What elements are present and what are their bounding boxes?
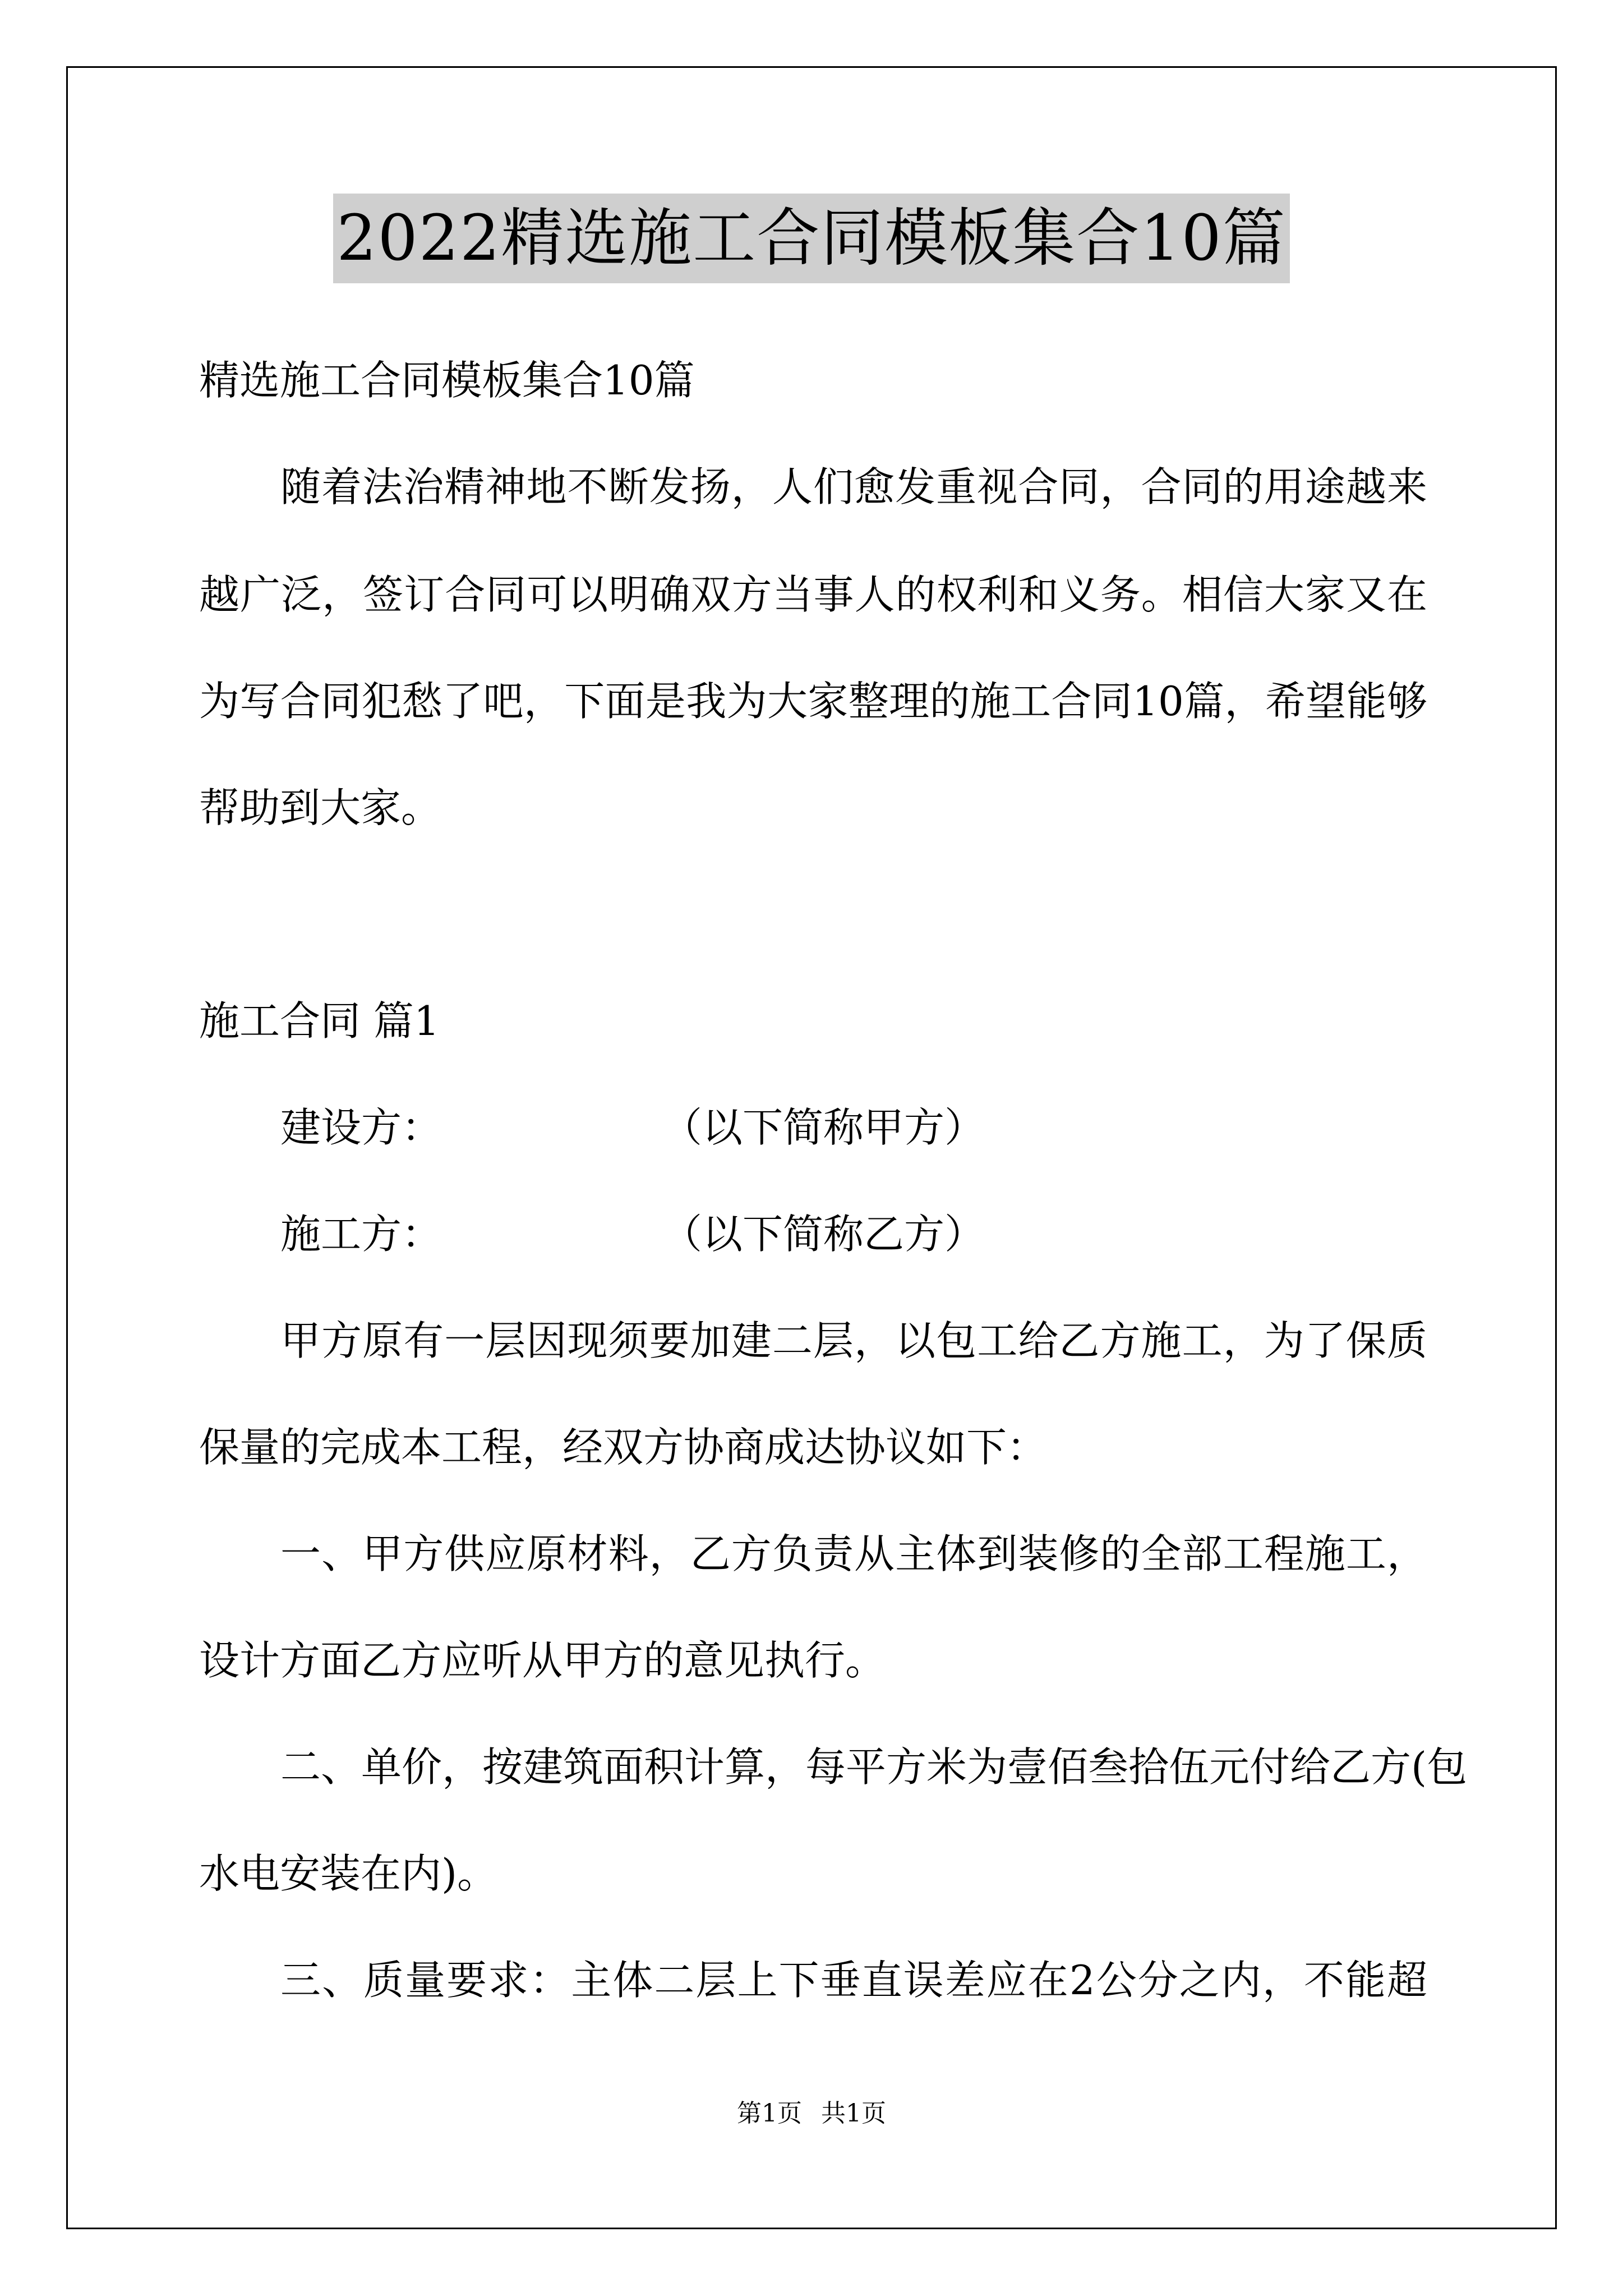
intro-line-1: 随着法治精神地不断发扬，人们愈发重视合同，合同的用途越来 <box>280 463 1427 510</box>
builder-line <box>280 1099 985 1156</box>
para1-line-2: 保量的完成本工程，经双方协商成达协议如下： <box>199 1424 1048 1471</box>
para2-line-1: 一、甲方供应原材料，乙方负责从主体到装修的全部工程施工， <box>280 1530 1427 1577</box>
para3-line-1: 二、单价，按建筑面积计算，每平方米为壹佰叁拾伍元付给乙方(包 <box>280 1743 1468 1791</box>
intro-line-3: 为写合同犯愁了吧，下面是我为大家整理的施工合同10篇，希望能够 <box>199 678 1427 725</box>
builder-note: （以下简称甲方） <box>662 1104 985 1151</box>
page-current: 第1页 <box>737 2099 802 2128</box>
contractor-note: （以下简称乙方） <box>662 1211 985 1258</box>
para4-line-1: 三、质量要求：主体二层上下垂直误差应在2公分之内，不能超 <box>280 1957 1427 2004</box>
para3-line-2: 水电安装在内)。 <box>199 1850 498 1897</box>
para2-line-2: 设计方面乙方应听从甲方的意见执行。 <box>199 1637 886 1684</box>
title-container <box>0 194 1623 283</box>
para1-line-1: 甲方原有一层因现须要加建二层，以包工给乙方施工，为了保质 <box>280 1317 1427 1364</box>
document-title: 2022精选施工合同模板集合10篇 <box>333 194 1290 283</box>
intro-line-2: 越广泛，签订合同可以明确双方当事人的权利和义务。相信大家又在 <box>199 571 1427 618</box>
contractor-line <box>280 1206 985 1262</box>
page-total: 共1页 <box>821 2099 886 2128</box>
builder-label: 建设方： <box>280 1104 442 1151</box>
contractor-label: 施工方： <box>280 1211 442 1258</box>
intro-line-4: 帮助到大家。 <box>199 784 442 831</box>
document-subtitle: 精选施工合同模板集合10篇 <box>199 357 695 404</box>
page-footer <box>0 2097 1623 2131</box>
section-heading: 施工合同 篇1 <box>199 997 440 1045</box>
